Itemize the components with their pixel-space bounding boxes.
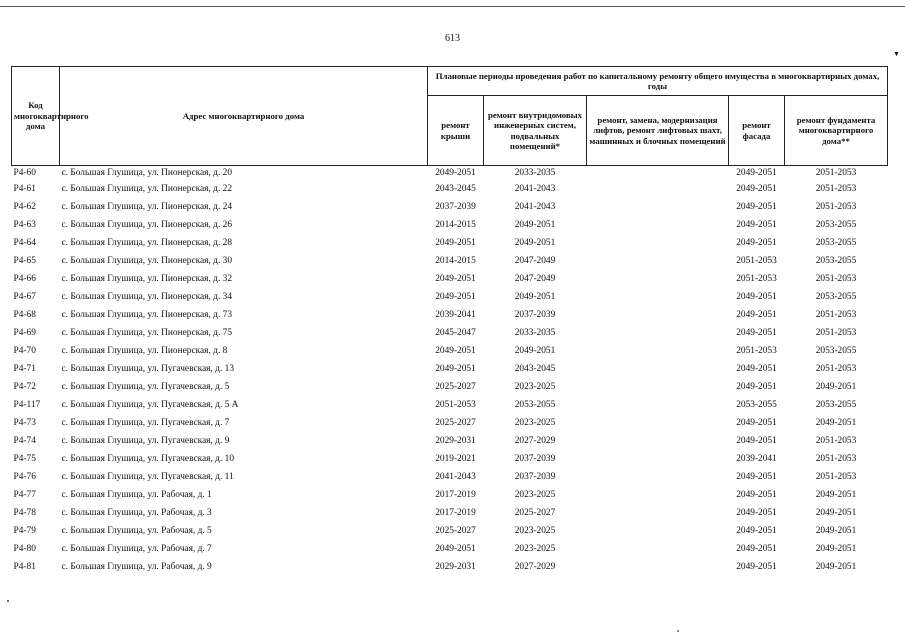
cell-roof: 2039-2041 (435, 309, 476, 320)
table-row (12, 414, 888, 432)
cell-roof: 2025-2027 (435, 417, 476, 428)
cell-lifts (587, 166, 729, 181)
top-rule (0, 6, 905, 7)
cell-lifts (587, 522, 729, 540)
cell-facade: 2049-2051 (736, 201, 777, 212)
table-row (12, 504, 888, 522)
cell-lifts (587, 324, 729, 342)
cell-roof: 2029-2031 (435, 561, 476, 572)
cell-systems: 2049-2051 (514, 237, 556, 248)
cell-systems: 2043-2045 (514, 363, 556, 374)
cell-code: Р4-80 (13, 543, 36, 554)
cell-code: Р4-76 (13, 471, 36, 482)
cell-roof: 2049-2051 (435, 167, 476, 178)
cell-address: с. Большая Глушица, ул. Пионерская, д. 28 (61, 237, 233, 248)
cell-systems: 2023-2025 (514, 543, 556, 554)
cell-lifts (587, 558, 729, 576)
cell-roof: 2019-2021 (435, 453, 476, 464)
cell-foundation: 2051-2053 (815, 183, 857, 194)
cell-facade: 2049-2051 (736, 219, 777, 230)
cell-systems: 2049-2051 (514, 345, 556, 356)
cell-code: Р4-70 (13, 345, 36, 356)
cell-address: с. Большая Глушица, ул. Пугачевская, д. 11 (61, 471, 234, 482)
table-row (12, 306, 888, 324)
cell-facade: 2049-2051 (736, 525, 777, 536)
cell-roof: 2017-2019 (435, 507, 476, 518)
cell-foundation: 2051-2053 (815, 453, 857, 464)
cell-code: Р4-69 (13, 327, 36, 338)
cell-foundation: 2051-2053 (815, 273, 857, 284)
header-facade: ремонт фасада (729, 96, 785, 166)
table-row (12, 378, 888, 396)
cell-address: с. Большая Глушица, ул. Пионерская, д. 20 (61, 167, 233, 178)
cell-roof: 2037-2039 (435, 201, 476, 212)
cell-code: Р4-67 (13, 291, 36, 302)
cell-code: Р4-75 (13, 453, 36, 464)
cell-systems: 2041-2043 (514, 201, 556, 212)
cell-facade: 2049-2051 (736, 417, 777, 428)
cell-foundation: 2051-2053 (815, 201, 857, 212)
cell-facade: 2049-2051 (736, 237, 777, 248)
cell-address: с. Большая Глушица, ул. Пионерская, д. 8 (61, 345, 228, 356)
table-row (12, 540, 888, 558)
cell-address: с. Большая Глушица, ул. Рабочая, д. 7 (61, 543, 212, 554)
cell-foundation: 2053-2055 (815, 255, 857, 266)
header-group-periods: Плановые периоды проведения работ по капитальному ремонту общего имущества в многоквартирных домах, годы (428, 67, 888, 96)
cell-foundation: 2049-2051 (815, 507, 857, 518)
table-row (12, 360, 888, 378)
cell-foundation: 2053-2055 (815, 291, 857, 302)
cell-facade: 2049-2051 (736, 543, 777, 554)
cell-lifts (587, 306, 729, 324)
cell-roof: 2041-2043 (435, 471, 476, 482)
cell-roof: 2049-2051 (435, 363, 476, 374)
cell-roof: 2029-2031 (435, 435, 476, 446)
cell-systems: 2023-2025 (514, 489, 556, 500)
table-row (12, 486, 888, 504)
cell-code: Р4-78 (13, 507, 36, 518)
cell-lifts (587, 342, 729, 360)
cell-systems: 2027-2029 (514, 435, 556, 446)
cell-facade: 2051-2053 (736, 273, 777, 284)
cell-lifts (587, 540, 729, 558)
cell-foundation: 2051-2053 (815, 471, 857, 482)
table-row (12, 324, 888, 342)
table-row (12, 288, 888, 306)
cell-foundation: 2049-2051 (815, 525, 857, 536)
cell-lifts (587, 378, 729, 396)
cell-systems: 2037-2039 (514, 309, 556, 320)
cell-foundation: 2051-2053 (815, 309, 857, 320)
cell-code: Р4-77 (13, 489, 36, 500)
cell-lifts (587, 216, 729, 234)
cell-address: с. Большая Глушица, ул. Пугачевская, д. 5 (61, 381, 230, 392)
cell-foundation: 2053-2055 (815, 237, 857, 248)
cell-foundation: 2049-2051 (815, 561, 857, 572)
cell-lifts (587, 270, 729, 288)
cell-foundation: 2049-2051 (815, 489, 857, 500)
header-roof: ремонт крыши (428, 96, 484, 166)
table-row (12, 450, 888, 468)
cell-facade: 2039-2041 (736, 453, 777, 464)
cell-lifts (587, 486, 729, 504)
cell-systems: 2053-2055 (514, 399, 556, 410)
table-row (12, 342, 888, 360)
cell-lifts (587, 288, 729, 306)
cell-systems: 2049-2051 (514, 219, 556, 230)
cell-lifts (587, 504, 729, 522)
cell-facade: 2049-2051 (736, 327, 777, 338)
cell-foundation: 2051-2053 (815, 167, 857, 178)
page-number: 613 (445, 33, 460, 44)
cell-facade: 2049-2051 (736, 489, 777, 500)
scan-speck (677, 630, 679, 632)
cell-systems: 2033-2035 (514, 167, 556, 178)
repair-schedule-table (11, 66, 888, 576)
cell-facade: 2051-2053 (736, 255, 777, 266)
cell-foundation: 2051-2053 (815, 435, 857, 446)
cell-address: с. Большая Глушица, ул. Рабочая, д. 9 (61, 561, 212, 572)
cell-code: Р4-61 (13, 183, 36, 194)
table-row (12, 198, 888, 216)
cell-address: с. Большая Глушица, ул. Пионерская, д. 73 (61, 309, 233, 320)
header-code: Код многоквартирного дома (12, 67, 60, 166)
cell-foundation: 2053-2055 (815, 345, 857, 356)
cell-systems: 2037-2039 (514, 453, 556, 464)
cell-address: с. Большая Глушица, ул. Пионерская, д. 24 (61, 201, 233, 212)
cell-facade: 2051-2053 (736, 345, 777, 356)
table-row (12, 252, 888, 270)
cell-systems: 2023-2025 (514, 417, 556, 428)
table-row (12, 216, 888, 234)
cell-code: Р4-74 (13, 435, 36, 446)
cell-systems: 2033-2035 (514, 327, 556, 338)
cell-address: с. Большая Глушица, ул. Пугачевская, д. 10 (61, 453, 235, 464)
cell-address: с. Большая Глушица, ул. Пионерская, д. 75 (61, 327, 233, 338)
cell-code: Р4-65 (13, 255, 36, 266)
cell-systems: 2023-2025 (514, 525, 556, 536)
table-row (12, 558, 888, 576)
cell-roof: 2049-2051 (435, 273, 476, 284)
cell-facade: 2049-2051 (736, 381, 777, 392)
cell-facade: 2049-2051 (736, 183, 777, 194)
cell-code: Р4-72 (13, 381, 36, 392)
header-foundation: ремонт фундамента многоквартирного дома** (785, 96, 888, 166)
table-body (12, 166, 888, 577)
cell-roof: 2049-2051 (435, 291, 476, 302)
cell-facade: 2049-2051 (736, 435, 777, 446)
cell-systems: 2037-2039 (514, 471, 556, 482)
cell-lifts (587, 468, 729, 486)
table-row (12, 468, 888, 486)
cell-code: Р4-63 (13, 219, 36, 230)
cell-systems: 2027-2029 (514, 561, 556, 572)
cell-foundation: 2049-2051 (815, 417, 857, 428)
cell-lifts (587, 396, 729, 414)
cell-facade: 2049-2051 (736, 507, 777, 518)
cell-lifts (587, 252, 729, 270)
cell-address: с. Большая Глушица, ул. Рабочая, д. 1 (61, 489, 212, 500)
cell-facade: 2053-2055 (736, 399, 777, 410)
cell-address: с. Большая Глушица, ул. Рабочая, д. 3 (61, 507, 212, 518)
cell-systems: 2025-2027 (514, 507, 556, 518)
cell-lifts (587, 432, 729, 450)
cell-facade: 2049-2051 (736, 167, 777, 178)
table-row (12, 522, 888, 540)
table-row (12, 432, 888, 450)
cell-address: с. Большая Глушица, ул. Пионерская, д. 34 (61, 291, 233, 302)
cell-lifts (587, 198, 729, 216)
scan-speck (7, 600, 9, 602)
header-address: Адрес многоквартирного дома (60, 67, 428, 166)
cell-lifts (587, 180, 729, 198)
cell-roof: 2045-2047 (435, 327, 476, 338)
cell-address: с. Большая Глушица, ул. Рабочая, д. 5 (61, 525, 212, 536)
cell-roof: 2049-2051 (435, 237, 476, 248)
cell-foundation: 2051-2053 (815, 327, 857, 338)
cell-lifts (587, 414, 729, 432)
cell-code: Р4-68 (13, 309, 36, 320)
cell-address: с. Большая Глушица, ул. Пугачевская, д. 13 (61, 363, 235, 374)
margin-mark-icon: ▼ (893, 50, 900, 58)
cell-systems: 2047-2049 (514, 273, 556, 284)
cell-roof: 2017-2019 (435, 489, 476, 500)
cell-lifts (587, 360, 729, 378)
cell-code: Р4-62 (13, 201, 36, 212)
cell-roof: 2051-2053 (435, 399, 476, 410)
table-row (12, 396, 888, 414)
cell-roof: 2043-2045 (435, 183, 476, 194)
cell-address: с. Большая Глушица, ул. Пионерская, д. 32 (61, 273, 233, 284)
cell-address: с. Большая Глушица, ул. Пионерская, д. 22 (61, 183, 233, 194)
cell-systems: 2041-2043 (514, 183, 556, 194)
cell-code: Р4-73 (13, 417, 36, 428)
cell-foundation: 2053-2055 (815, 219, 857, 230)
cell-roof: 2014-2015 (435, 219, 476, 230)
cell-roof: 2014-2015 (435, 255, 476, 266)
cell-foundation: 2051-2053 (815, 363, 857, 374)
cell-code: Р4-79 (13, 525, 36, 536)
cell-systems: 2023-2025 (514, 381, 556, 392)
cell-code: Р4-64 (13, 237, 36, 248)
cell-roof: 2025-2027 (435, 381, 476, 392)
header-systems: ремонт внутридомовых инженерных систем, подвальных помещений* (484, 96, 587, 166)
table-row (12, 166, 888, 181)
cell-address: с. Большая Глушица, ул. Пионерская, д. 30 (61, 255, 233, 266)
cell-address: с. Большая Глушица, ул. Пионерская, д. 26 (61, 219, 233, 230)
cell-systems: 2047-2049 (514, 255, 556, 266)
cell-address: с. Большая Глушица, ул. Пугачевская, д. 7 (61, 417, 230, 428)
cell-foundation: 2049-2051 (815, 381, 857, 392)
table-row (12, 270, 888, 288)
cell-code: Р4-71 (13, 363, 36, 374)
cell-lifts (587, 234, 729, 252)
cell-roof: 2025-2027 (435, 525, 476, 536)
cell-facade: 2049-2051 (736, 363, 777, 374)
cell-roof: 2049-2051 (435, 345, 476, 356)
cell-code: Р4-81 (13, 561, 36, 572)
cell-facade: 2049-2051 (736, 309, 777, 320)
cell-systems: 2049-2051 (514, 291, 556, 302)
cell-address: с. Большая Глушица, ул. Пугачевская, д. 5 А (61, 399, 239, 410)
table-row (12, 234, 888, 252)
cell-address: с. Большая Глушица, ул. Пугачевская, д. 9 (61, 435, 230, 446)
table-header (12, 67, 888, 166)
cell-foundation: 2053-2055 (815, 399, 857, 410)
cell-code: Р4-117 (13, 399, 41, 410)
header-lifts: ремонт, замена, модернизация лифтов, ремонт лифтовых шахт, машинных и блочных помещений (587, 96, 729, 166)
table-row (12, 180, 888, 198)
cell-roof: 2049-2051 (435, 543, 476, 554)
cell-facade: 2049-2051 (736, 291, 777, 302)
cell-facade: 2049-2051 (736, 561, 777, 572)
cell-foundation: 2049-2051 (815, 543, 857, 554)
cell-code: Р4-60 (13, 167, 36, 178)
cell-facade: 2049-2051 (736, 471, 777, 482)
cell-lifts (587, 450, 729, 468)
cell-code: Р4-66 (13, 273, 36, 284)
